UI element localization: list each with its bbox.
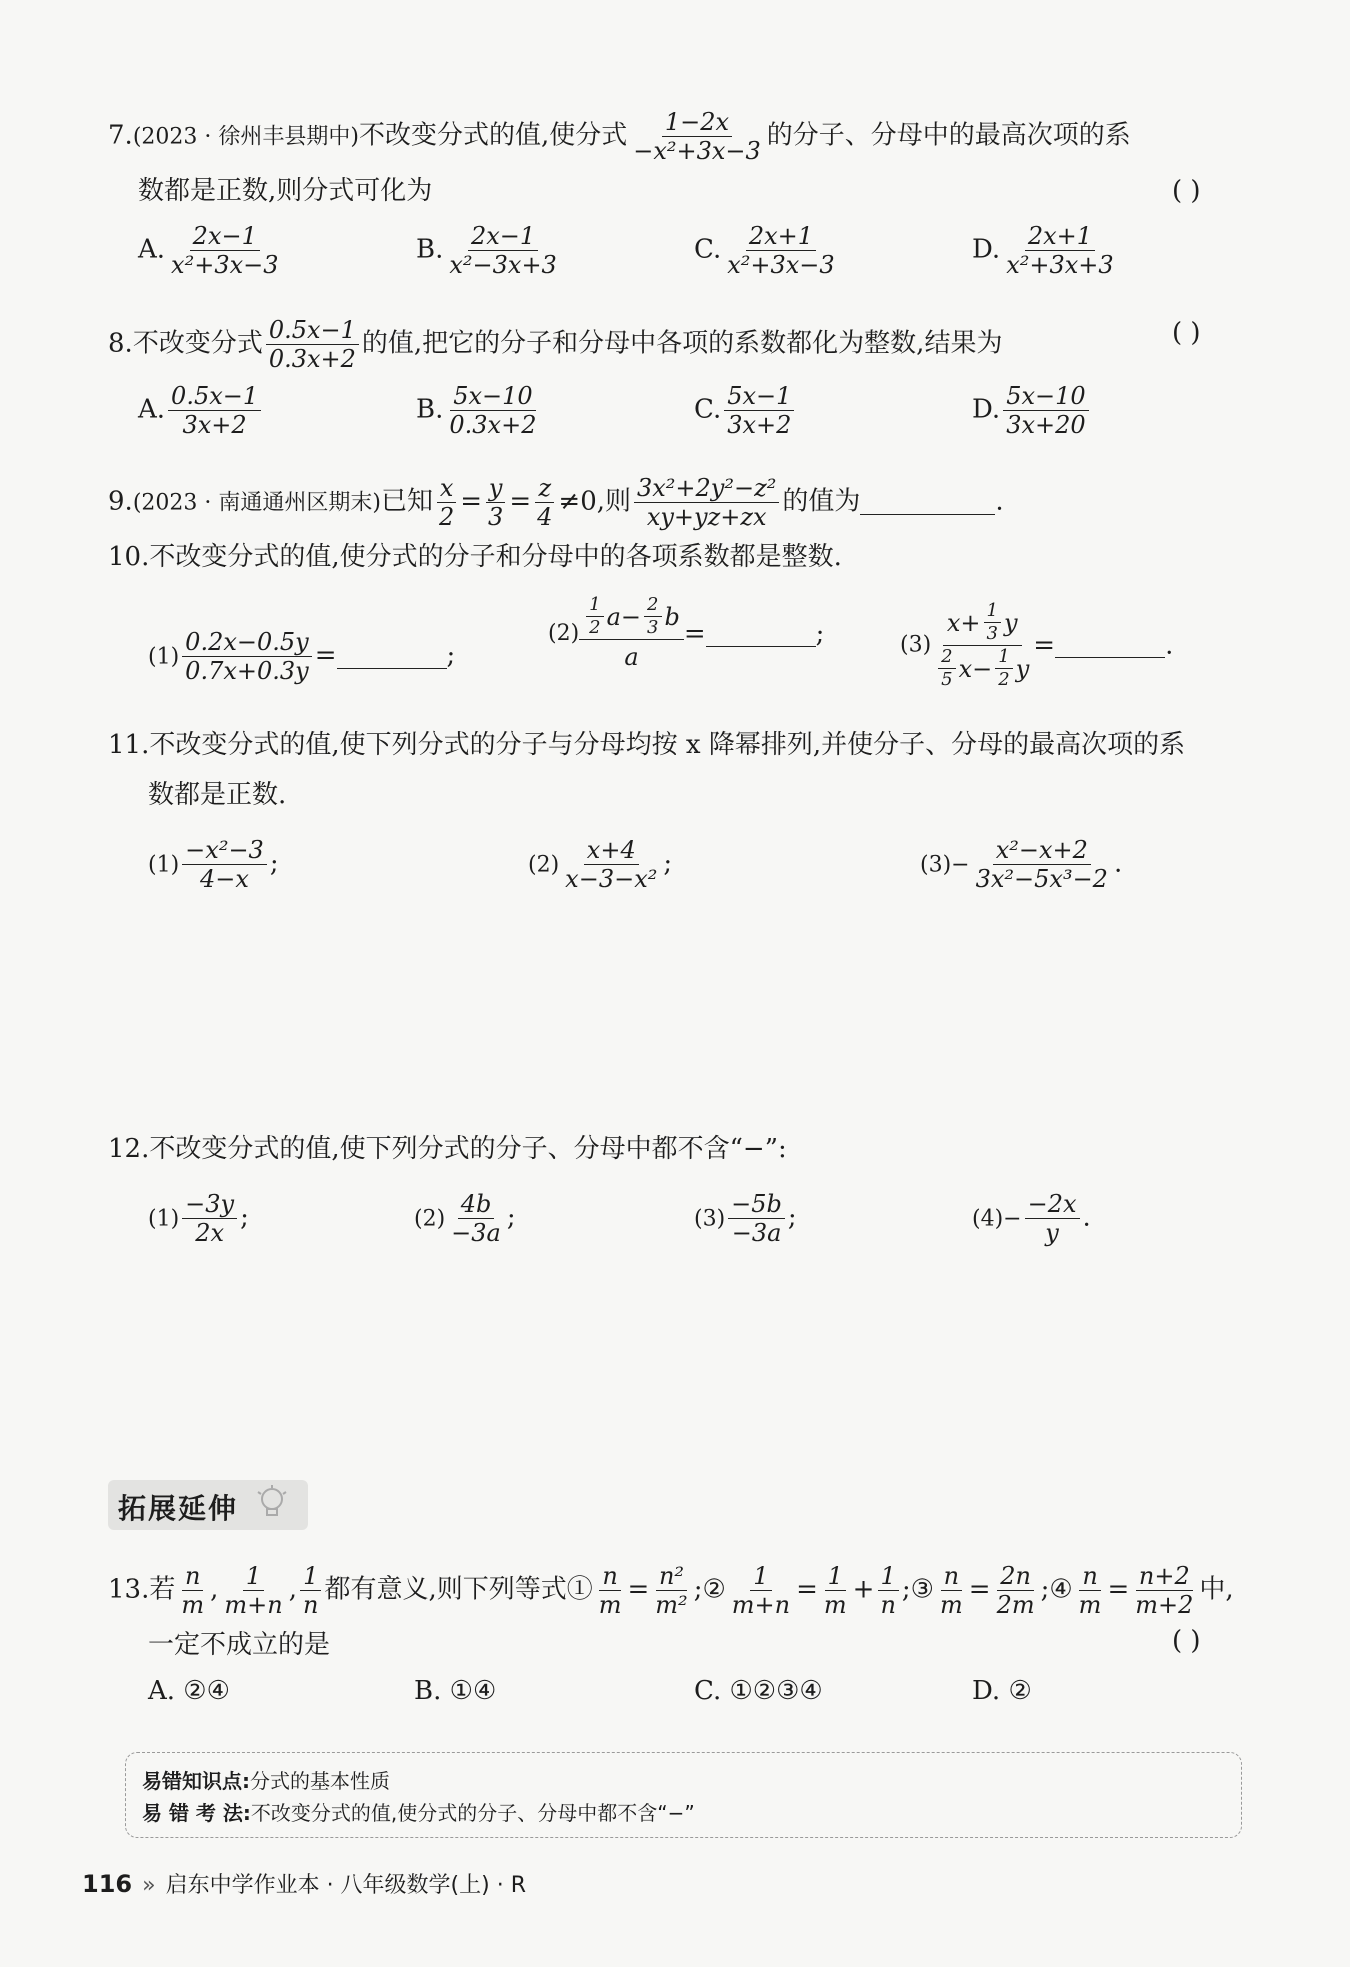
lightbulb-icon (255, 1484, 289, 1524)
question-text: 不改变分式的值,使下列分式的分子与分母均按 x 降幂排列,并使分子、分母的最高次项的系 (149, 730, 1186, 760)
q10-part-2: (2) $\frac{1}{2}$ a− $\frac{2}{3}$ b a = ; (548, 594, 825, 671)
answer-blank[interactable] (1055, 633, 1165, 658)
question-number: 11. (108, 730, 150, 760)
option-d[interactable]: D. $\frac{5x-10}{3x+20}$ (972, 382, 1092, 439)
question-text: 不改变分式的值,使下列分式的分子、分母中都不含“−”: (149, 1134, 787, 1164)
q12-part-3: (3) $\frac{-5b}{-3a}$ ; (694, 1190, 797, 1247)
question-13-line2: 一定不成立的是 (148, 1630, 331, 1660)
option-b[interactable]: B. $\frac{2x-1}{\text{x²−3x+3}}$ (416, 222, 557, 279)
question-text: 的值为 (782, 486, 861, 517)
tip-method: 易 错 考 法:不改变分式的值,使分式的分子、分母中都不含“−” (142, 1801, 695, 1825)
question-text: 的分子、分母中的最高次项的系 (766, 120, 1131, 151)
double-chevron-icon: » (142, 1873, 156, 1898)
question-13-stem: 13.若 $\frac{n}{m}$ , $\frac{1}{m+n}$ , $\frac{1}{n}$ 都有意义,则下列等式① $\frac{n}{m}$ = $\frac{\text{n²}}{\text{m²}}$ ;② $\frac{1}{m+n}$ = $\frac{1}{m}$ + $\frac{1}{n}$ ;③ $\frac{n}{m}$ = $\frac{2n}{2m}$ ;④ $\frac{n}{m}$ = $\frac{n+2}{m+2}$ 中, (108, 1562, 1234, 1619)
answer-paren[interactable]: ( ) (1172, 318, 1201, 348)
option-c[interactable]: C. $\frac{2x+1}{\text{x²+3x−3}}$ (694, 222, 835, 279)
question-number: 12. (108, 1134, 150, 1164)
question-11-line2: 数都是正数. (148, 780, 287, 810)
question-10-stem (108, 540, 842, 574)
question-text: 不改变分式 (132, 328, 263, 359)
option-a[interactable]: A. $\frac{2x-1}{\text{x²+3x−3}}$ (138, 222, 279, 279)
question-9-stem: 9.(2023 · 南通通州区期末)已知 $\frac{x}{2}$ = $\frac{y}{3}$ = $\frac{z}{4}$ ≠0,则 $\frac{\text{3x²+2y²−z²}}{xy+yz+zx}$ 的值为 . (108, 474, 1004, 531)
question-source: (2023 · 徐州丰县期中) (132, 124, 359, 150)
fraction: $\frac{z}{4}$ (537, 474, 553, 531)
question-8-stem (108, 316, 1002, 373)
question-7-line2: 数都是正数,则分式可化为 (138, 176, 433, 206)
answer-blank[interactable] (337, 644, 447, 669)
answer-paren[interactable]: ( ) (1172, 1626, 1201, 1656)
q12-part-2: (2) $\frac{4b}{-3a}$ ; (414, 1190, 516, 1247)
fraction: $\frac{1-2x}{\text{−x²+3x−3}}$ (633, 108, 761, 165)
question-source: (2023 · 南通通州区期末) (132, 490, 381, 516)
answer-blank[interactable] (860, 490, 995, 515)
answer-paren[interactable]: ( ) (1172, 176, 1201, 206)
option-a[interactable]: A. ②④ (148, 1676, 230, 1706)
option-d[interactable]: D. ② (972, 1676, 1032, 1706)
q10-part-3: (3) x+ $\frac{1}{3}$ y $\frac{2}{5}$ x− $\frac{1}{2}$ y = . (900, 600, 1174, 690)
q12-part-1: (1) $\frac{-3y}{2x}$ ; (148, 1190, 249, 1247)
fraction: $\frac{y}{3}$ (485, 474, 506, 531)
answer-blank[interactable] (706, 622, 816, 647)
question-number: 13. (108, 1574, 150, 1605)
question-text: 已知 (380, 486, 433, 517)
question-number: 7. (108, 120, 133, 151)
fraction: $\frac{x}{2}$ (436, 474, 457, 531)
option-b[interactable]: B. $\frac{5x-10}{0.3x+2}$ (416, 382, 537, 439)
page-footer (82, 1868, 526, 1899)
question-7-stem (108, 108, 1131, 165)
option-c[interactable]: C. ①②③④ (694, 1676, 823, 1706)
question-12-stem (108, 1132, 787, 1166)
q11-part-1: (1) $\frac{\text{−x²−3}}{4-x}$ ; (148, 836, 279, 893)
tip-knowledge: 易错知识点:分式的基本性质 (142, 1769, 390, 1793)
question-number: 10. (108, 542, 150, 572)
question-number: 9. (108, 486, 133, 517)
q11-part-2: (2) $\frac{x+4}{\text{x−3−x²}}$ ; (528, 836, 673, 893)
option-d[interactable]: D. $\frac{2x+1}{\text{x²+3x+3}}$ (972, 222, 1114, 279)
book-title: 启东中学作业本 · 八年级数学(上) · R (165, 1873, 526, 1898)
option-a[interactable]: A. $\frac{0.5x-1}{3x+2}$ (138, 382, 264, 439)
q12-part-4: (4)− $\frac{-2x}{y}$ . (972, 1190, 1091, 1247)
option-b[interactable]: B. ①④ (414, 1676, 497, 1706)
question-text: 的值,把它的分子和分母中各项的系数都化为整数,结果为 (361, 328, 1003, 359)
question-number: 8. (108, 328, 133, 359)
fraction: $\frac{0.5x-1}{0.3x+2}$ (266, 316, 359, 373)
question-text: 不改变分式的值,使分式 (358, 120, 628, 151)
option-c[interactable]: C. $\frac{5x-1}{3x+2}$ (694, 382, 797, 439)
question-11-stem (108, 728, 1185, 762)
page-number: 116 (82, 1870, 133, 1898)
fraction: $\frac{\text{3x²+2y²−z²}}{xy+yz+zx}$ (634, 474, 779, 531)
q11-part-3: (3)− $\frac{\text{x²−x+2}}{\text{3x²−5x³−2}}$ . (920, 836, 1123, 893)
section-title: 拓展延伸 (118, 1492, 239, 1525)
question-text: 不改变分式的值,使分式的分子和分母中的各项系数都是整数. (149, 542, 842, 572)
q10-part-1: (1) $\frac{0.2x-0.5y}{0.7x+0.3y}$ = ; (148, 628, 456, 685)
